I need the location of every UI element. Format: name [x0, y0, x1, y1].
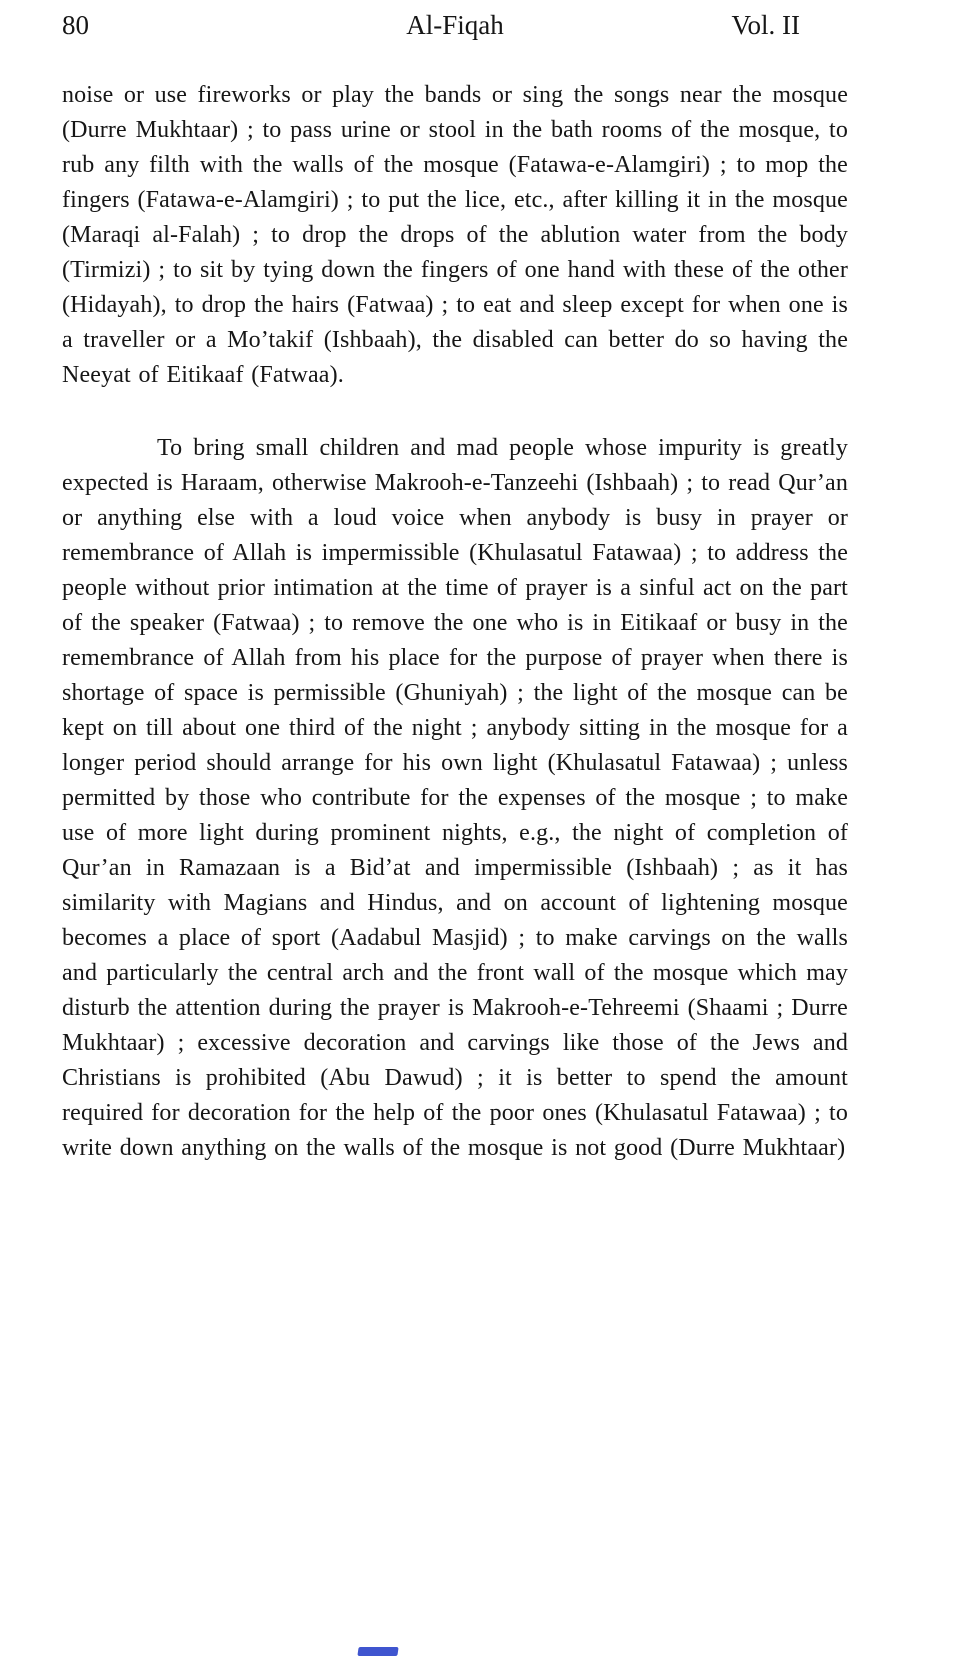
page-number: 80 — [62, 10, 89, 40]
volume-label: Vol. II — [731, 10, 800, 40]
paragraph-1: noise or use fireworks or play the bands or sing the songs near the mosque (Durre Mukhtaar) ; to pass urine or stool in the bath rooms of the mosque, to rub any filth with the walls of the mosque (Fatawa-e-Alamgiri) ; to mop the fingers (Fatawa-e-Alamgiri) ; to put the lice, etc., after killing it in the mosque (Maraqi al-Falah) ; to drop the drops of the ablution water from the body (Tirmizi) ; to sit by tying down the fingers of one hand with these of the other (Hidayah), to drop the hairs (Fatwaa) ; to eat and sleep except for when one is a traveller or a Mo’takif (Ishbaah), the disabled can better do so having the Neeyat of Eitikaaf (Fatwaa). — [62, 82, 848, 388]
book-title: Al-Fiqah — [406, 10, 504, 40]
page-body — [0, 40, 960, 1166]
scan-artifact-mark — [357, 1647, 398, 1656]
page-header — [0, 0, 960, 40]
paragraph-2: To bring small children and mad people whose impurity is greatly expected is Haraam, otherwise Makrooh-e-Tanzeehi (Ishbaah) ; to read Qur’an or anything else with a loud voice when anybody is busy in prayer or remembrance of Allah is impermissible (Khulasatul Fatawaa) ; to address the people without prior intimation at the time of prayer is a sinful act on the part of the speaker (Fatwaa) ; to remove the one who is in Eitikaaf or busy in the remembrance of Allah from his place for the purpose of prayer when there is shortage of space is permissible (Ghuniyah) ; the light of the mosque can be kept on till about one third of the night ; anybody sitting in the mosque for a longer period should arrange for his own light (Khulasatul Fatawaa) ; unless permitted by those who contribute for the expenses of the mosque ; to make use of more light during prominent nights, e.g., the night of completion of Qur’an in Ramazaan is a Bid’at and impermissible (Ishbaah) ; as it has similarity with Magians and Hindus, and on account of lightening mosque becomes a place of sport (Aadabul Masjid) ; to make carvings on the walls and particularly the central arch and the front wall of the mosque which may disturb the attention during the prayer is Makrooh-e-Tehreemi (Shaami ; Durre Mukhtaar) ; excessive decoration and carvings like those of the Jews and Christians is prohibited (Abu Dawud) ; it is better to spend the amount required for decoration for the help of the poor ones (Khulasatul Fatawaa) ; to write down anything on the walls of the mosque is not good (Durre Mukhtaar) — [62, 435, 848, 1161]
